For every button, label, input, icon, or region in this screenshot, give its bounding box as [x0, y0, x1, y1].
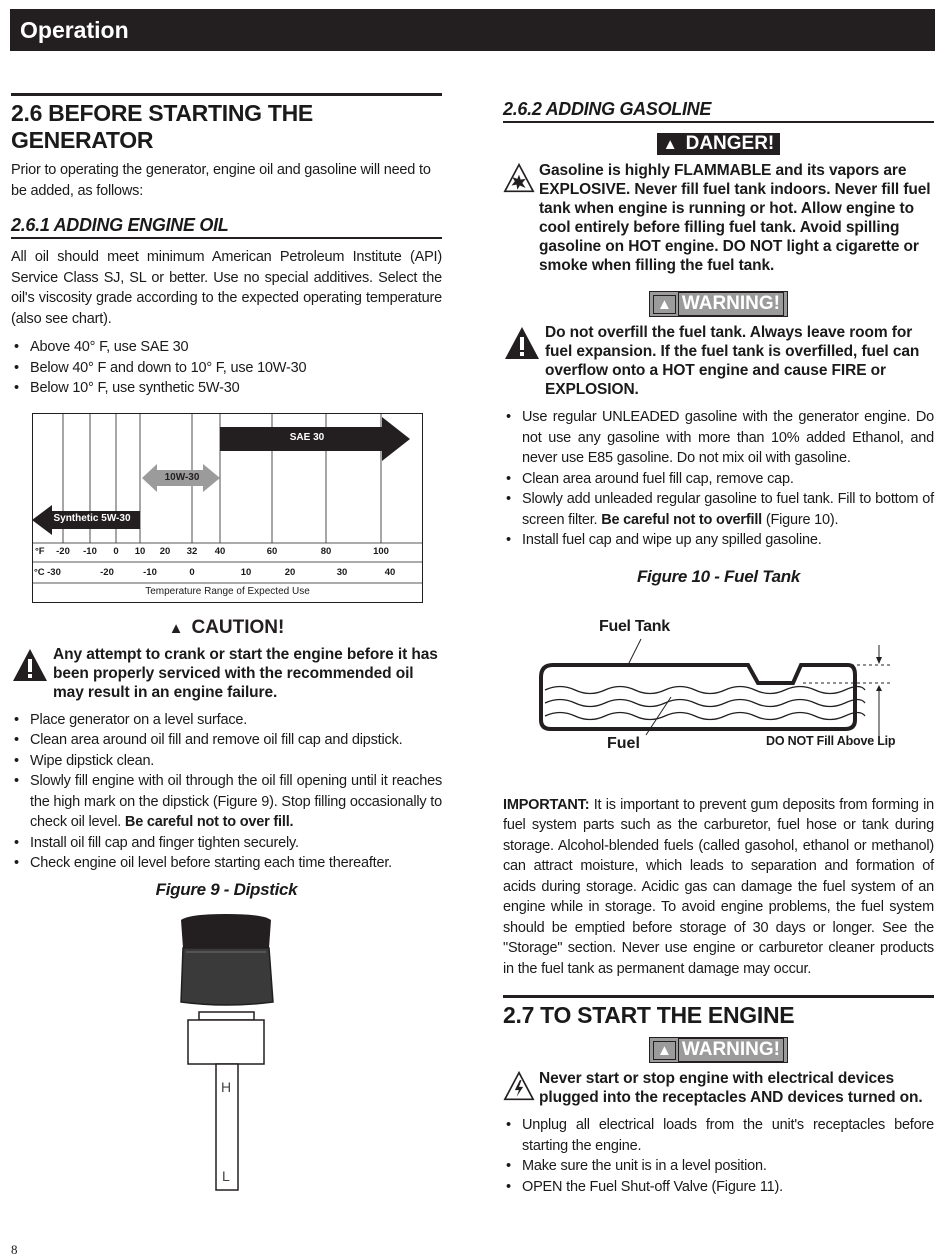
list-item: • Install oil fill cap and finger tighten securely. [11, 833, 442, 854]
figure-9-caption: Figure 9 - Dipstick [155, 879, 298, 899]
warning-triangle-icon: ▲ [660, 136, 681, 153]
section-2-6-intro: Prior to operating the generator, engine oil and gasoline will need to be added, as follows: [11, 162, 431, 199]
f-tick-label: 60 [266, 545, 278, 557]
section-2-6-title: 2.6 BEFORE STARTING THE GENERATOR [11, 93, 442, 154]
warning-signal [503, 291, 934, 317]
f-tick-label: 0 [113, 545, 119, 557]
caution-block [11, 645, 442, 702]
overfill-warning-block [503, 323, 934, 399]
electrical-hazard-icon [503, 1071, 535, 1101]
f-tick-label: 20 [159, 545, 171, 557]
important-text: It is important to prevent gum deposits from forming in fuel system parts such as the carburetor, fuel hose or tank during storage. Alcohol-blended fuels (called gasohol, ethanol or methanol) can attract moisture, which leads to separation and formation of acids during storage. Acidic gas can damage the fuel system of an engine while in storage. To avoid engine problems, the fuel system should be emptied before storage of 30 days or longer. See the "Storage" section. Never use engine or carburetor cleaner products in the fuel tank as permanent damage may occur. [503, 796, 934, 977]
exclamation-triangle-icon [11, 647, 49, 683]
dipstick-icon [11, 908, 442, 1198]
page-number: 8 [11, 1242, 18, 1257]
important-label: IMPORTANT: [503, 796, 590, 813]
c-tick-label: -10 [143, 566, 157, 578]
fuel-label: Fuel [607, 734, 640, 752]
overfill-warning-text: Do not overfill the fuel tank. Always leave room for fuel expansion. If the fuel tank is overfilled, fuel can overflow onto a HOT engine and cause FIRE or EXPLOSION. [545, 324, 920, 398]
left-column [11, 93, 442, 1198]
chart-graphic [32, 413, 423, 603]
oil-grade-list [11, 337, 442, 399]
oil-viscosity-chart [32, 413, 423, 603]
warning-triangle-icon: ▲ [653, 1041, 676, 1060]
step-emphasis: Be careful not to over fill. [124, 814, 294, 830]
c-tick-label: 40 [384, 566, 396, 578]
electrical-warning-block [503, 1069, 934, 1107]
caution-text: Any attempt to crank or start the engine before it has been properly serviced with the recommended oil may result in an engine failure. [53, 645, 438, 701]
fuel-steps-list [503, 407, 934, 551]
f-tick-label: 40 [214, 545, 226, 557]
step-text: Slowly fill engine with oil through the oil fill opening until it reaches the high mark on the dipstick (Figure 9). Stop filling occasionally to check oil level. [30, 773, 442, 830]
warning-label: WARNING! [678, 1038, 784, 1062]
c-axis-label: °C [34, 566, 45, 578]
list-item: • Below 10° F, use synthetic 5W-30 [11, 378, 442, 399]
fuel-tank-label: Fuel Tank [599, 617, 670, 635]
page-header: Operation [10, 9, 935, 51]
f-tick-label: 80 [320, 545, 332, 557]
list-item: • Below 40° F and down to 10° F, use 10W-30 [11, 358, 442, 379]
danger-text: Gasoline is highly FLAMMABLE and its vapors are EXPLOSIVE. Never fill fuel tank indoors. Never fill fuel tank when engine is running or hot. Allow engine to cool entirely before filling fuel tank. Avoid spilling gasoline on HOT engine. DO NOT light a cigarette or smoke when filling the fuel tank. [539, 162, 931, 274]
danger-label: DANGER! [683, 133, 778, 155]
list-item: • Check engine oil level before starting each time thereafter. [11, 853, 442, 874]
c-tick-label: -30 [47, 566, 61, 578]
list-item: • Clean area around fuel fill cap, remove cap. [503, 469, 934, 490]
f-tick-label: 10 [134, 545, 146, 557]
list-item: • Wipe dipstick clean. [11, 751, 442, 772]
f-tick-label: 100 [373, 545, 389, 557]
danger-signal [503, 133, 934, 155]
c-tick-label: 0 [189, 566, 195, 578]
dipstick-high-mark: H [221, 1078, 232, 1095]
list-item: • Place generator on a level surface. [11, 710, 442, 731]
figure-10-caption: Figure 10 - Fuel Tank [636, 566, 801, 586]
oil-steps-list [11, 710, 442, 874]
danger-block [503, 161, 934, 275]
warning-signal [503, 1037, 934, 1063]
important-note [503, 795, 934, 980]
start-steps-list [503, 1115, 934, 1197]
c-tick-label: -20 [100, 566, 114, 578]
step-text: (Figure 10). [761, 511, 839, 528]
warning-triangle-icon: ▲ [168, 619, 184, 637]
dipstick-figure [11, 908, 442, 1198]
warning-triangle-icon: ▲ [653, 295, 676, 314]
list-item: • Unplug all electrical loads from the unit's receptacles before starting the engine. [503, 1115, 934, 1156]
warning-label: WARNING! [678, 292, 784, 316]
list-item [503, 489, 934, 530]
sae30-label: SAE 30 [289, 431, 325, 443]
section-2-7-title: 2.7 TO START THE ENGINE [503, 995, 934, 1029]
exclamation-triangle-icon [503, 325, 541, 361]
fill-lip-label: DO NOT Fill Above Lip [766, 733, 896, 748]
f-tick-label: -20 [56, 545, 70, 557]
chart-caption: Temperature Range of Expected Use [145, 585, 310, 597]
electrical-warning-text: Never start or stop engine with electrical devices plugged into the receptacles AND devices turned on. [539, 1070, 923, 1106]
list-item: • OPEN the Fuel Shut-off Valve (Figure 11). [503, 1177, 934, 1198]
list-item: • Install fuel cap and wipe up any spilled gasoline. [503, 530, 934, 551]
section-2-6-2-title: 2.6.2 ADDING GASOLINE [503, 99, 934, 123]
f-tick-label: 32 [186, 545, 198, 557]
step-text: Slowly add unleaded regular gasoline to fuel tank. Fill to bottom of screen filter. [522, 491, 934, 528]
list-item [11, 771, 442, 833]
f-tick-label: -10 [83, 545, 97, 557]
synthetic-label: Synthetic 5W-30 [53, 512, 131, 524]
explosion-icon [503, 163, 535, 193]
list-item: • Use regular UNLEADED gasoline with the generator engine. Do not use any gasoline with more than 10% added Ethanol, and never use E85 gasoline. Do not mix oil with gasoline. [503, 407, 934, 469]
right-column [503, 99, 934, 1203]
caution-label: CAUTION! [191, 616, 285, 638]
10w30-label: 10W-30 [164, 471, 200, 483]
fuel-tank-figure [503, 595, 934, 765]
step-emphasis: Be careful not to overfill [601, 511, 762, 528]
list-item: • Make sure the unit is in a level position. [503, 1156, 934, 1177]
section-2-6-1-title: 2.6.1 ADDING ENGINE OIL [11, 215, 442, 239]
c-tick-label: 20 [284, 566, 296, 578]
oil-spec-text: All oil should meet minimum American Petroleum Institute (API) Service Class SJ, SL or better. Use no special additives. Select the oil's viscosity grade according to the expected operating temperature (also see chart). [11, 249, 442, 327]
list-item: • Clean area around oil fill and remove oil fill cap and dipstick. [11, 730, 442, 751]
caution-signal [11, 617, 442, 639]
dipstick-low-mark: L [222, 1167, 230, 1184]
c-tick-label: 10 [240, 566, 252, 578]
list-item: • Above 40° F, use SAE 30 [11, 337, 442, 358]
c-tick-label: 30 [336, 566, 348, 578]
f-axis-label: °F [35, 545, 45, 557]
